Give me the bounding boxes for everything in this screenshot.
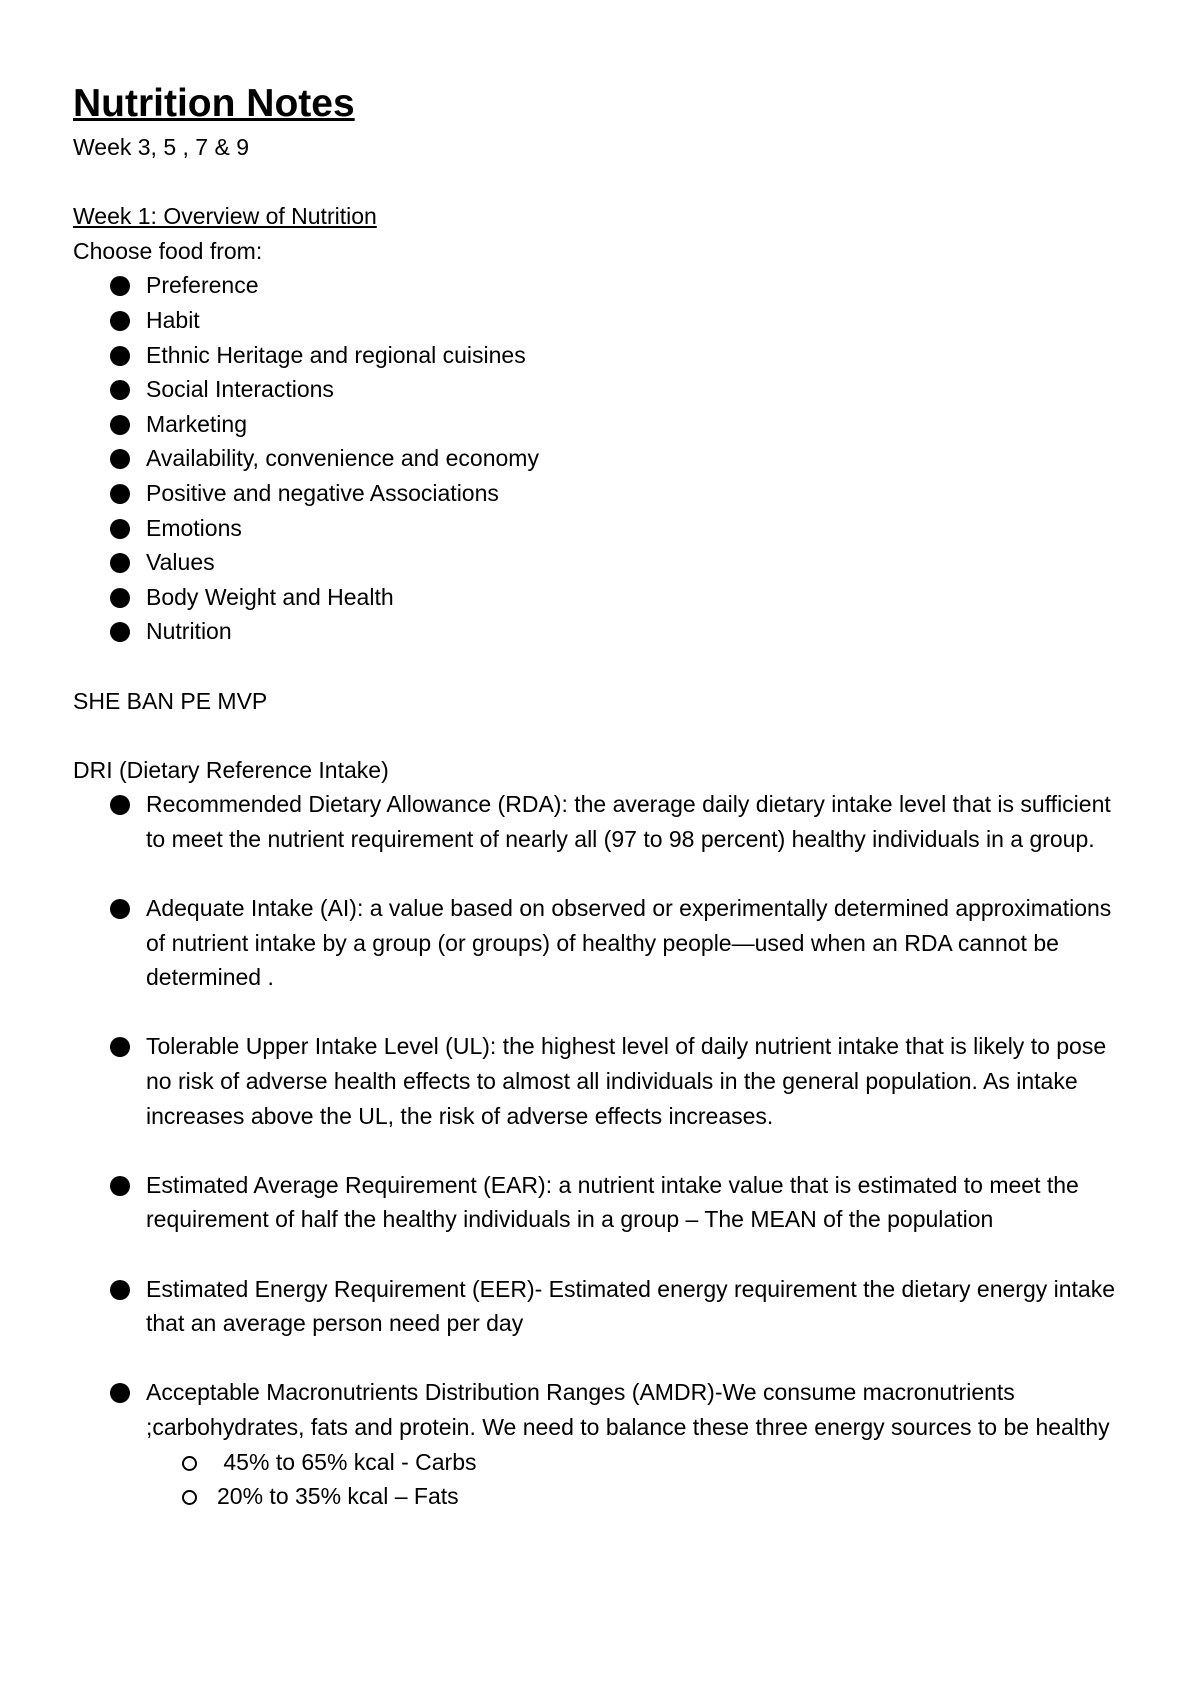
list-item: Adequate Intake (AI): a value based on observed or experimentally determined approximations of nutrient intake by a group (or groups) of healthy people—used when an RDA cannot be determined . [73, 891, 1133, 995]
bullet-icon [110, 1383, 130, 1403]
bullet-icon [110, 346, 130, 366]
bullet-icon [110, 1176, 130, 1196]
document-page [73, 78, 1133, 1514]
list-item: Body Weight and Health [73, 580, 1133, 615]
bullet-icon [110, 484, 130, 504]
list-item: Nutrition [73, 614, 1133, 649]
bullet-icon [110, 519, 130, 539]
page-title: Nutrition Notes [73, 82, 355, 125]
dri-list [73, 787, 1133, 1444]
list-item: Acceptable Macronutrients Distribution Ranges (AMDR)-We consume macronutrients ;carbohydrates, fats and protein. We need to balance these three energy sources to be healthy [73, 1375, 1133, 1444]
section-heading-dri: DRI (Dietary Reference Intake) [73, 756, 389, 783]
choose-food-list [73, 268, 1133, 649]
list-item: Preference [73, 268, 1133, 303]
bullet-icon [110, 1280, 130, 1300]
spacer [73, 718, 1133, 753]
list-item: Tolerable Upper Intake Level (UL): the highest level of daily nutrient intake that is likely to pose no risk of adverse health effects to almost all individuals in the general population. As intake increases above the UL, the risk of adverse effects increases. [73, 1029, 1133, 1133]
bullet-icon [110, 622, 130, 642]
bullet-icon [110, 276, 130, 296]
bullet-icon [110, 1037, 130, 1057]
spacer [73, 649, 1133, 684]
bullet-icon [110, 553, 130, 573]
list-item: 20% to 35% kcal – Fats [73, 1479, 1133, 1514]
bullet-icon [110, 588, 130, 608]
list-item: Estimated Average Requirement (EAR): a nutrient intake value that is estimated to meet the requirement of half the healthy individuals in a group – The MEAN of the population [73, 1168, 1133, 1237]
bullet-icon [110, 380, 130, 400]
list-item: Positive and negative Associations [73, 476, 1133, 511]
choose-food-intro: Choose food from: [73, 237, 263, 264]
list-item: Social Interactions [73, 372, 1133, 407]
bullet-icon [110, 899, 130, 919]
circle-bullet-icon [182, 1490, 197, 1505]
bullet-icon [110, 795, 130, 815]
list-item: Availability, convenience and economy [73, 441, 1133, 476]
bullet-icon [110, 415, 130, 435]
list-item: Emotions [73, 511, 1133, 546]
bullet-icon [110, 449, 130, 469]
spacer [73, 165, 1133, 200]
list-item: Ethnic Heritage and regional cuisines [73, 338, 1133, 373]
list-item: 45% to 65% kcal - Carbs [73, 1445, 1133, 1480]
list-item: Marketing [73, 407, 1133, 442]
mnemonic-text: SHE BAN PE MVP [73, 687, 268, 714]
section-heading-week1: Week 1: Overview of Nutrition [73, 203, 377, 230]
bullet-icon [110, 311, 130, 331]
amdr-range-list [73, 1445, 1133, 1514]
list-item: Estimated Energy Requirement (EER)- Estimated energy requirement the dietary energy intake that an average person need per day [73, 1272, 1133, 1341]
list-item: Habit [73, 303, 1133, 338]
list-item: Recommended Dietary Allowance (RDA): the average daily dietary intake level that is sufficient to meet the nutrient requirement of nearly all (97 to 98 percent) healthy individuals in a group. [73, 787, 1133, 856]
circle-bullet-icon [182, 1456, 197, 1471]
page-subtitle: Week 3, 5 , 7 & 9 [73, 134, 250, 160]
list-item: Values [73, 545, 1133, 580]
